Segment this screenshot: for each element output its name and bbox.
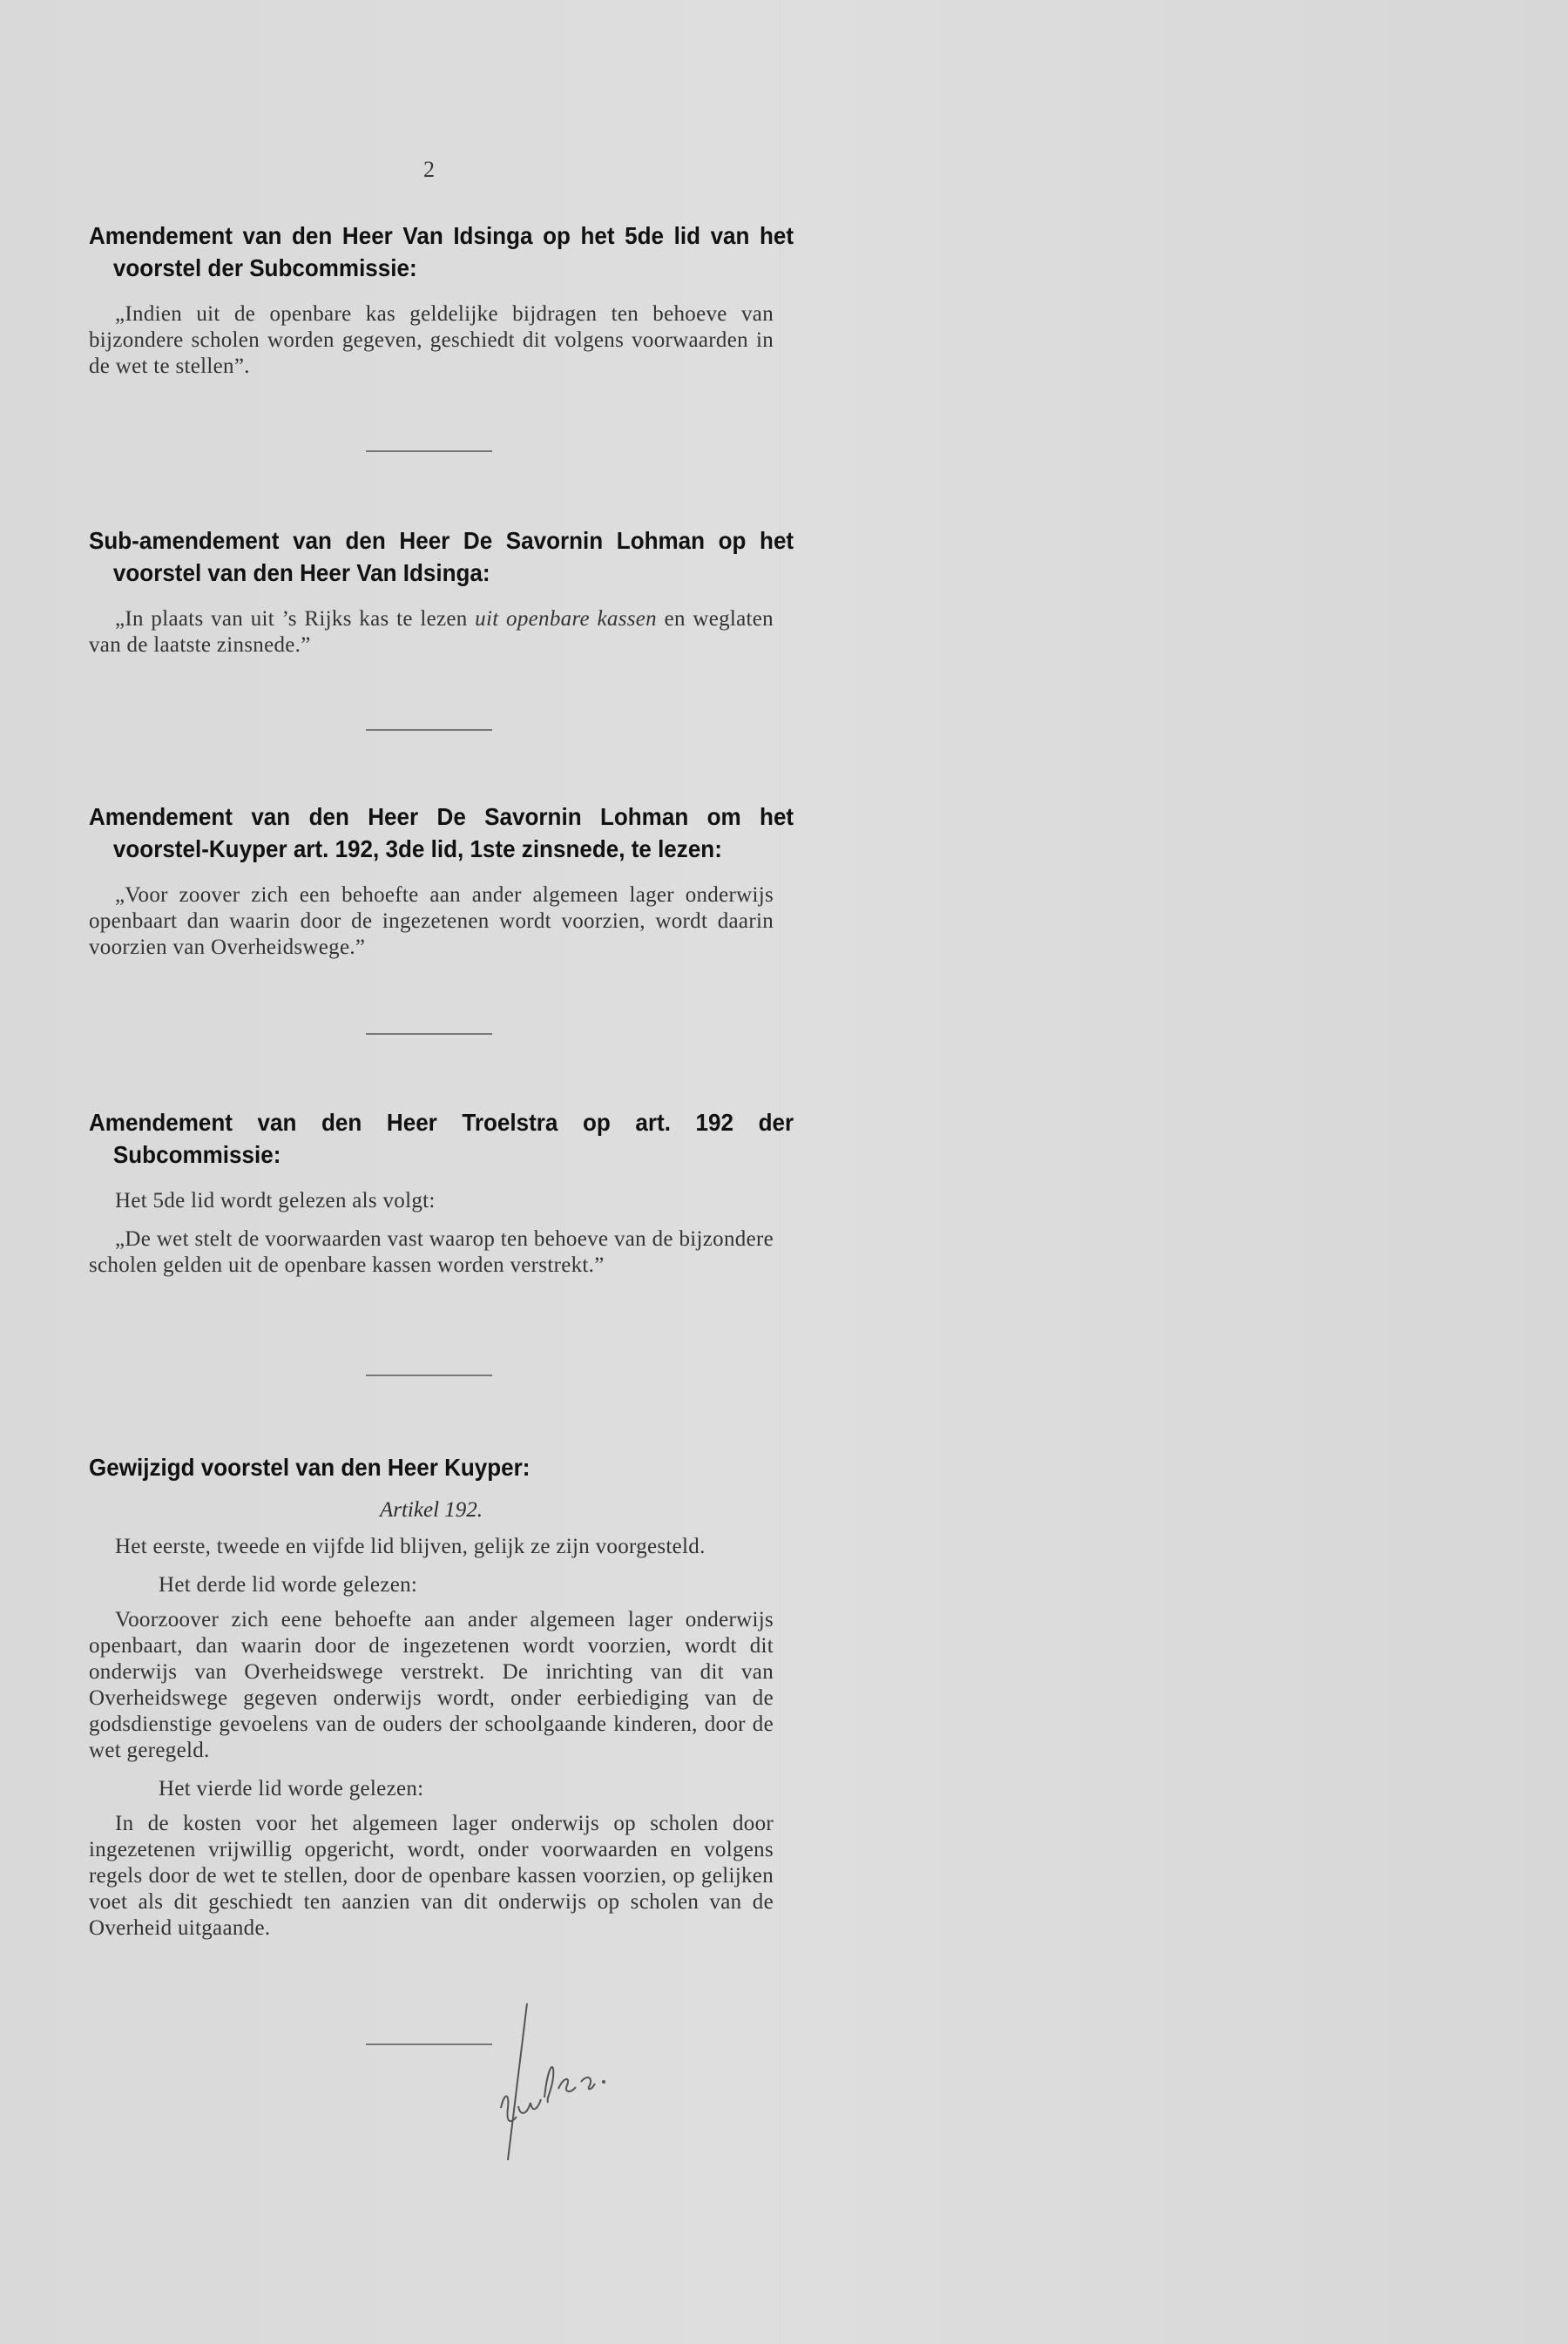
section-heading: Sub-amendement van den Heer De Savornin Lohman op het voorstel van den Heer Van Idsinga: — [89, 527, 794, 586]
italic-phrase: uit openbare kassen — [475, 607, 657, 631]
text-part: „In plaats van uit ’s Rijks kas te lezen — [115, 607, 476, 631]
section-text: „Voor zoover zich een behoefte aan ander algemeen lager onderwijs openbaart dan waarin door de ingezetenen wordt voorzien, wordt daarin voorzien van Overheidswege.” — [89, 883, 774, 959]
section-text: In de kosten voor het algemeen lager onderwijs op scholen door ingezetenen vrijwillig opgericht, wordt, onder voorwaarden en volgens regels door de wet te stellen, door de openbare kassen voorzien, op gelijken voet als dit geschiedt ten aanzien van dit onderwijs op scholen van de Overheid uitgaande. — [89, 1812, 774, 1940]
section-heading: Gewijzigd voorstel van den Heer Kuyper: — [89, 1454, 531, 1481]
section-amendement-troelstra — [89, 1106, 794, 1279]
page-fold — [780, 0, 783, 2344]
section-text: „De wet stelt de voorwaarden vast waarop ten behoeve van de bijzondere scholen gelden uit de openbare kassen worden verstrekt.” — [89, 1227, 774, 1277]
section-text — [89, 606, 774, 659]
article-title: Artikel 192. — [379, 1498, 483, 1522]
separator-rule — [366, 1033, 492, 1035]
section-amendement-lohman — [89, 800, 794, 961]
separator-rule — [366, 1375, 492, 1376]
section-heading: Amendement van den Heer Van Idsinga op het 5de lid van het voorstel der Subcommissie: — [89, 222, 794, 281]
section-gewijzigd-voorstel-kuyper — [89, 1451, 774, 1942]
section-heading: Amendement van den Heer Troelstra op art. 192 der Subcommissie: — [89, 1109, 794, 1168]
section-text: Het vierde lid worde gelezen: — [159, 1777, 424, 1800]
text-part: en weglaten van de laatste zinsnede.” — [89, 607, 774, 657]
section-text: Het derde lid worde gelezen: — [159, 1573, 418, 1597]
section-heading: Amendement van den Heer De Savornin Lohman om het voorstel-Kuyper art. 192, 3de lid, 1ste zinsnede, te lezen: — [89, 803, 794, 862]
separator-rule — [366, 2043, 492, 2045]
separator-rule — [366, 729, 492, 731]
section-text: Voorzoover zich eene behoefte aan ander algemeen lager onderwijs openbaart, dan waarin door de ingezetenen wordt voorzien, wordt dit onderwijs van Overheidswege verstrekt. De inrichting van dit van Overheidswege gegeven onderwijs wordt, onder eerbiediging van de godsdienstige gevoelens van de ouders der schoolgaande kinderen, door de wet geregeld. — [89, 1608, 774, 1762]
separator-rule — [366, 450, 492, 452]
section-text: Het eerste, tweede en vijfde lid blijven, gelijk ze zijn voorgesteld. — [115, 1535, 706, 1558]
handwritten-signature — [483, 1995, 649, 2169]
section-text: Het 5de lid wordt gelezen als volgt: — [115, 1189, 436, 1213]
section-amendement-van-idsinga — [89, 220, 794, 380]
page-number: 2 — [423, 157, 435, 182]
section-sub-amendement-lohman — [89, 524, 794, 659]
section-text: „Indien uit de openbare kas geldelijke bijdragen ten behoeve van bijzondere scholen worden gegeven, geschiedt dit volgens voorwaarden in de wet te stellen”. — [89, 302, 774, 378]
